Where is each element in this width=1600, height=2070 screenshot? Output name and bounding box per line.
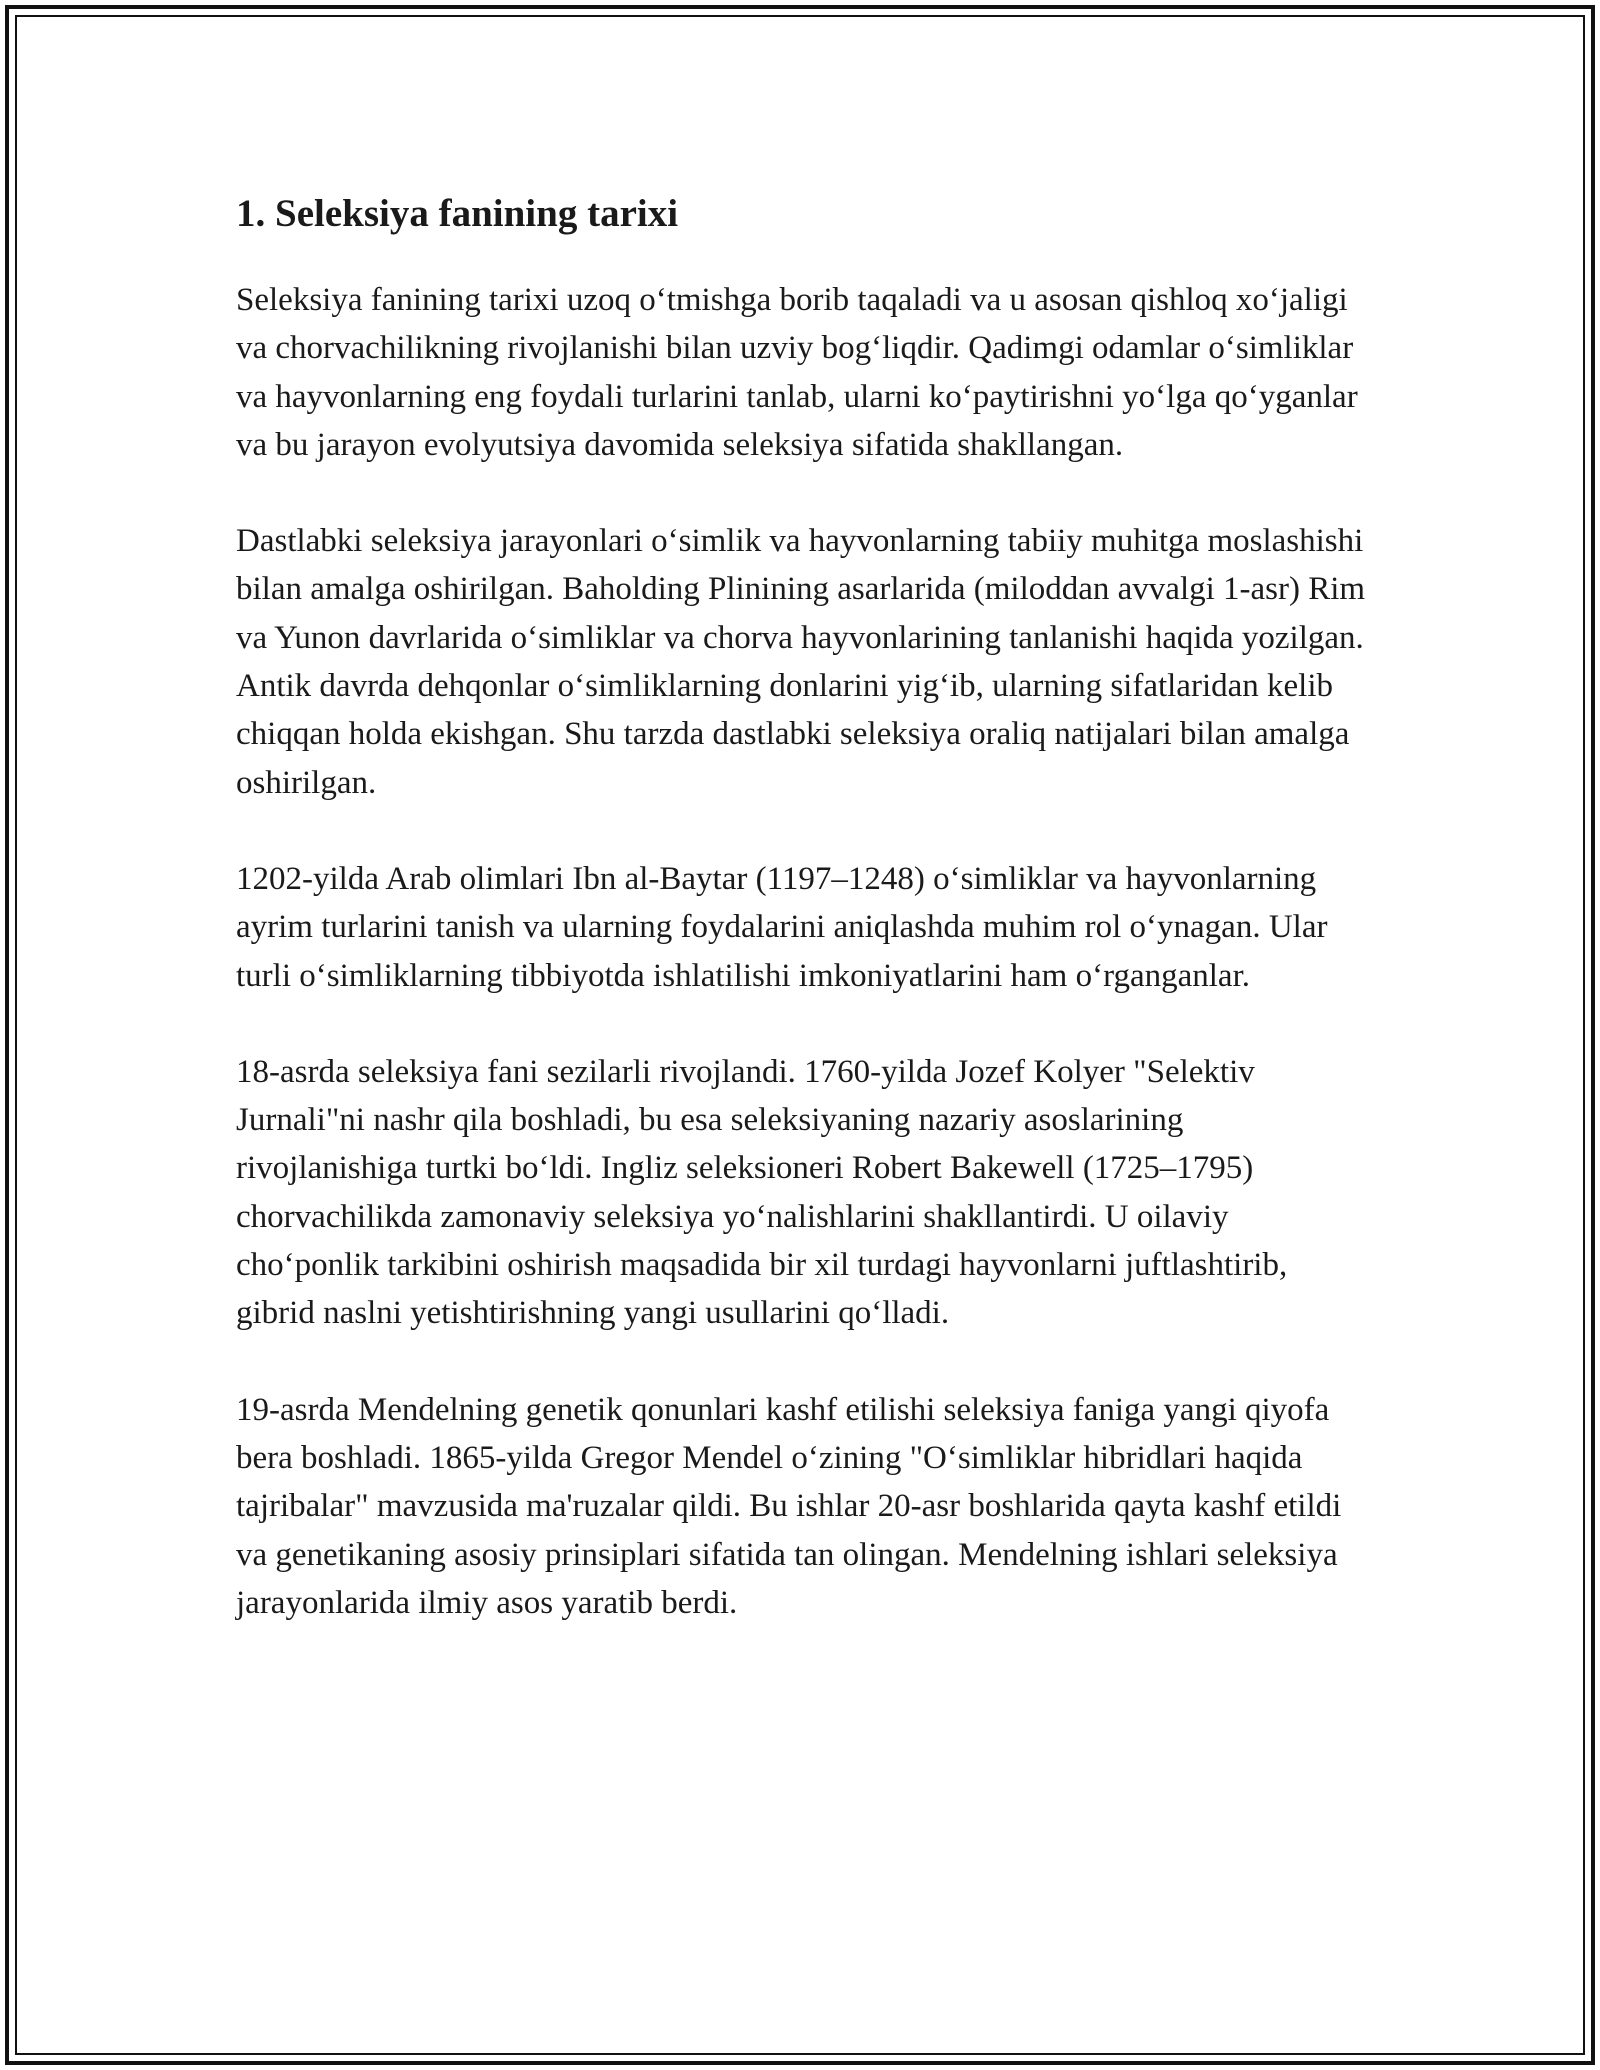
paragraph: Seleksiya fanining tarixi uzoq o‘tmishga borib taqaladi va u asosan qishloq xo‘jaligi va chorvachilikning rivojlanishi bilan uzviy bog‘liqdir. Qadimgi odamlar o‘simliklar va hayvonlarning eng foydali turlarini tanlab, ularni ko‘paytirishni yo‘lga qo‘yganlar va bu jarayon evolyutsiya davomida seleksiya sifatida shakllangan. xyxy=(236,282,1358,463)
paragraph: 1202-yilda Arab olimlari Ibn al-Baytar (1197–1248) o‘simliklar va hayvonlarning ayrim turlarini tanish va ularning foydalarini aniqlashda muhim rol o‘ynagan. Ular turli o‘simliklarning tibbiyotda ishlatilishi imkoniyatlarini ham o‘rganganlar. xyxy=(236,860,1328,994)
document-body xyxy=(236,186,1366,1675)
paragraph: 18-asrda seleksiya fani sezilarli rivojlandi. 1760-yilda Jozef Kolyer "Selektiv Jurnali"ni nashr qila boshladi, bu esa seleksiyaning nazariy asoslarining rivojlanishiga turtki bo‘ldi. Ingliz seleksioneri Robert Bakewell (1725–1795) chorvachilikda zamonaviy seleksiya yo‘nalishlarini shakllantirdi. U oilaviy cho‘ponlik tarkibini oshirish maqsadida bir xil turdagi hayvonlarni juftlashtirib, gibrid naslni yetishtirishning yangi usullarini qo‘lladi. xyxy=(236,1053,1288,1332)
section-heading: 1. Seleksiya fanining tarixi xyxy=(236,192,679,235)
paragraph: Dastlabki seleksiya jarayonlari o‘simlik va hayvonlarning tabiiy muhitga moslashishi bilan amalga oshirilgan. Baholding Plinining asarlarida (miloddan avvalgi 1-asr) Rim va Yunon davrlarida o‘simliklar va chorva hayvonlarining tanlanishi haqida yozilgan. Antik davrda dehqonlar o‘simliklarning donlarini yig‘ib, ularning sifatlaridan kelib chiqqan holda ekishgan. Shu tarzda dastlabki seleksiya oraliq natijalari bilan amalga oshirilgan. xyxy=(236,523,1366,801)
paragraph: 19-asrda Mendelning genetik qonunlari kashf etilishi seleksiya faniga yangi qiyofa bera boshladi. 1865-yilda Gregor Mendel o‘zining "O‘simliklar hibridlari haqida tajribalar" mavzusida ma'ruzalar qildi. Bu ishlar 20-asr boshlarida qayta kashf etildi va genetikaning asosiy prinsiplari sifatida tan olingan. Mendelning ishlari seleksiya jarayonlarida ilmiy asos yaratib berdi. xyxy=(236,1391,1342,1621)
